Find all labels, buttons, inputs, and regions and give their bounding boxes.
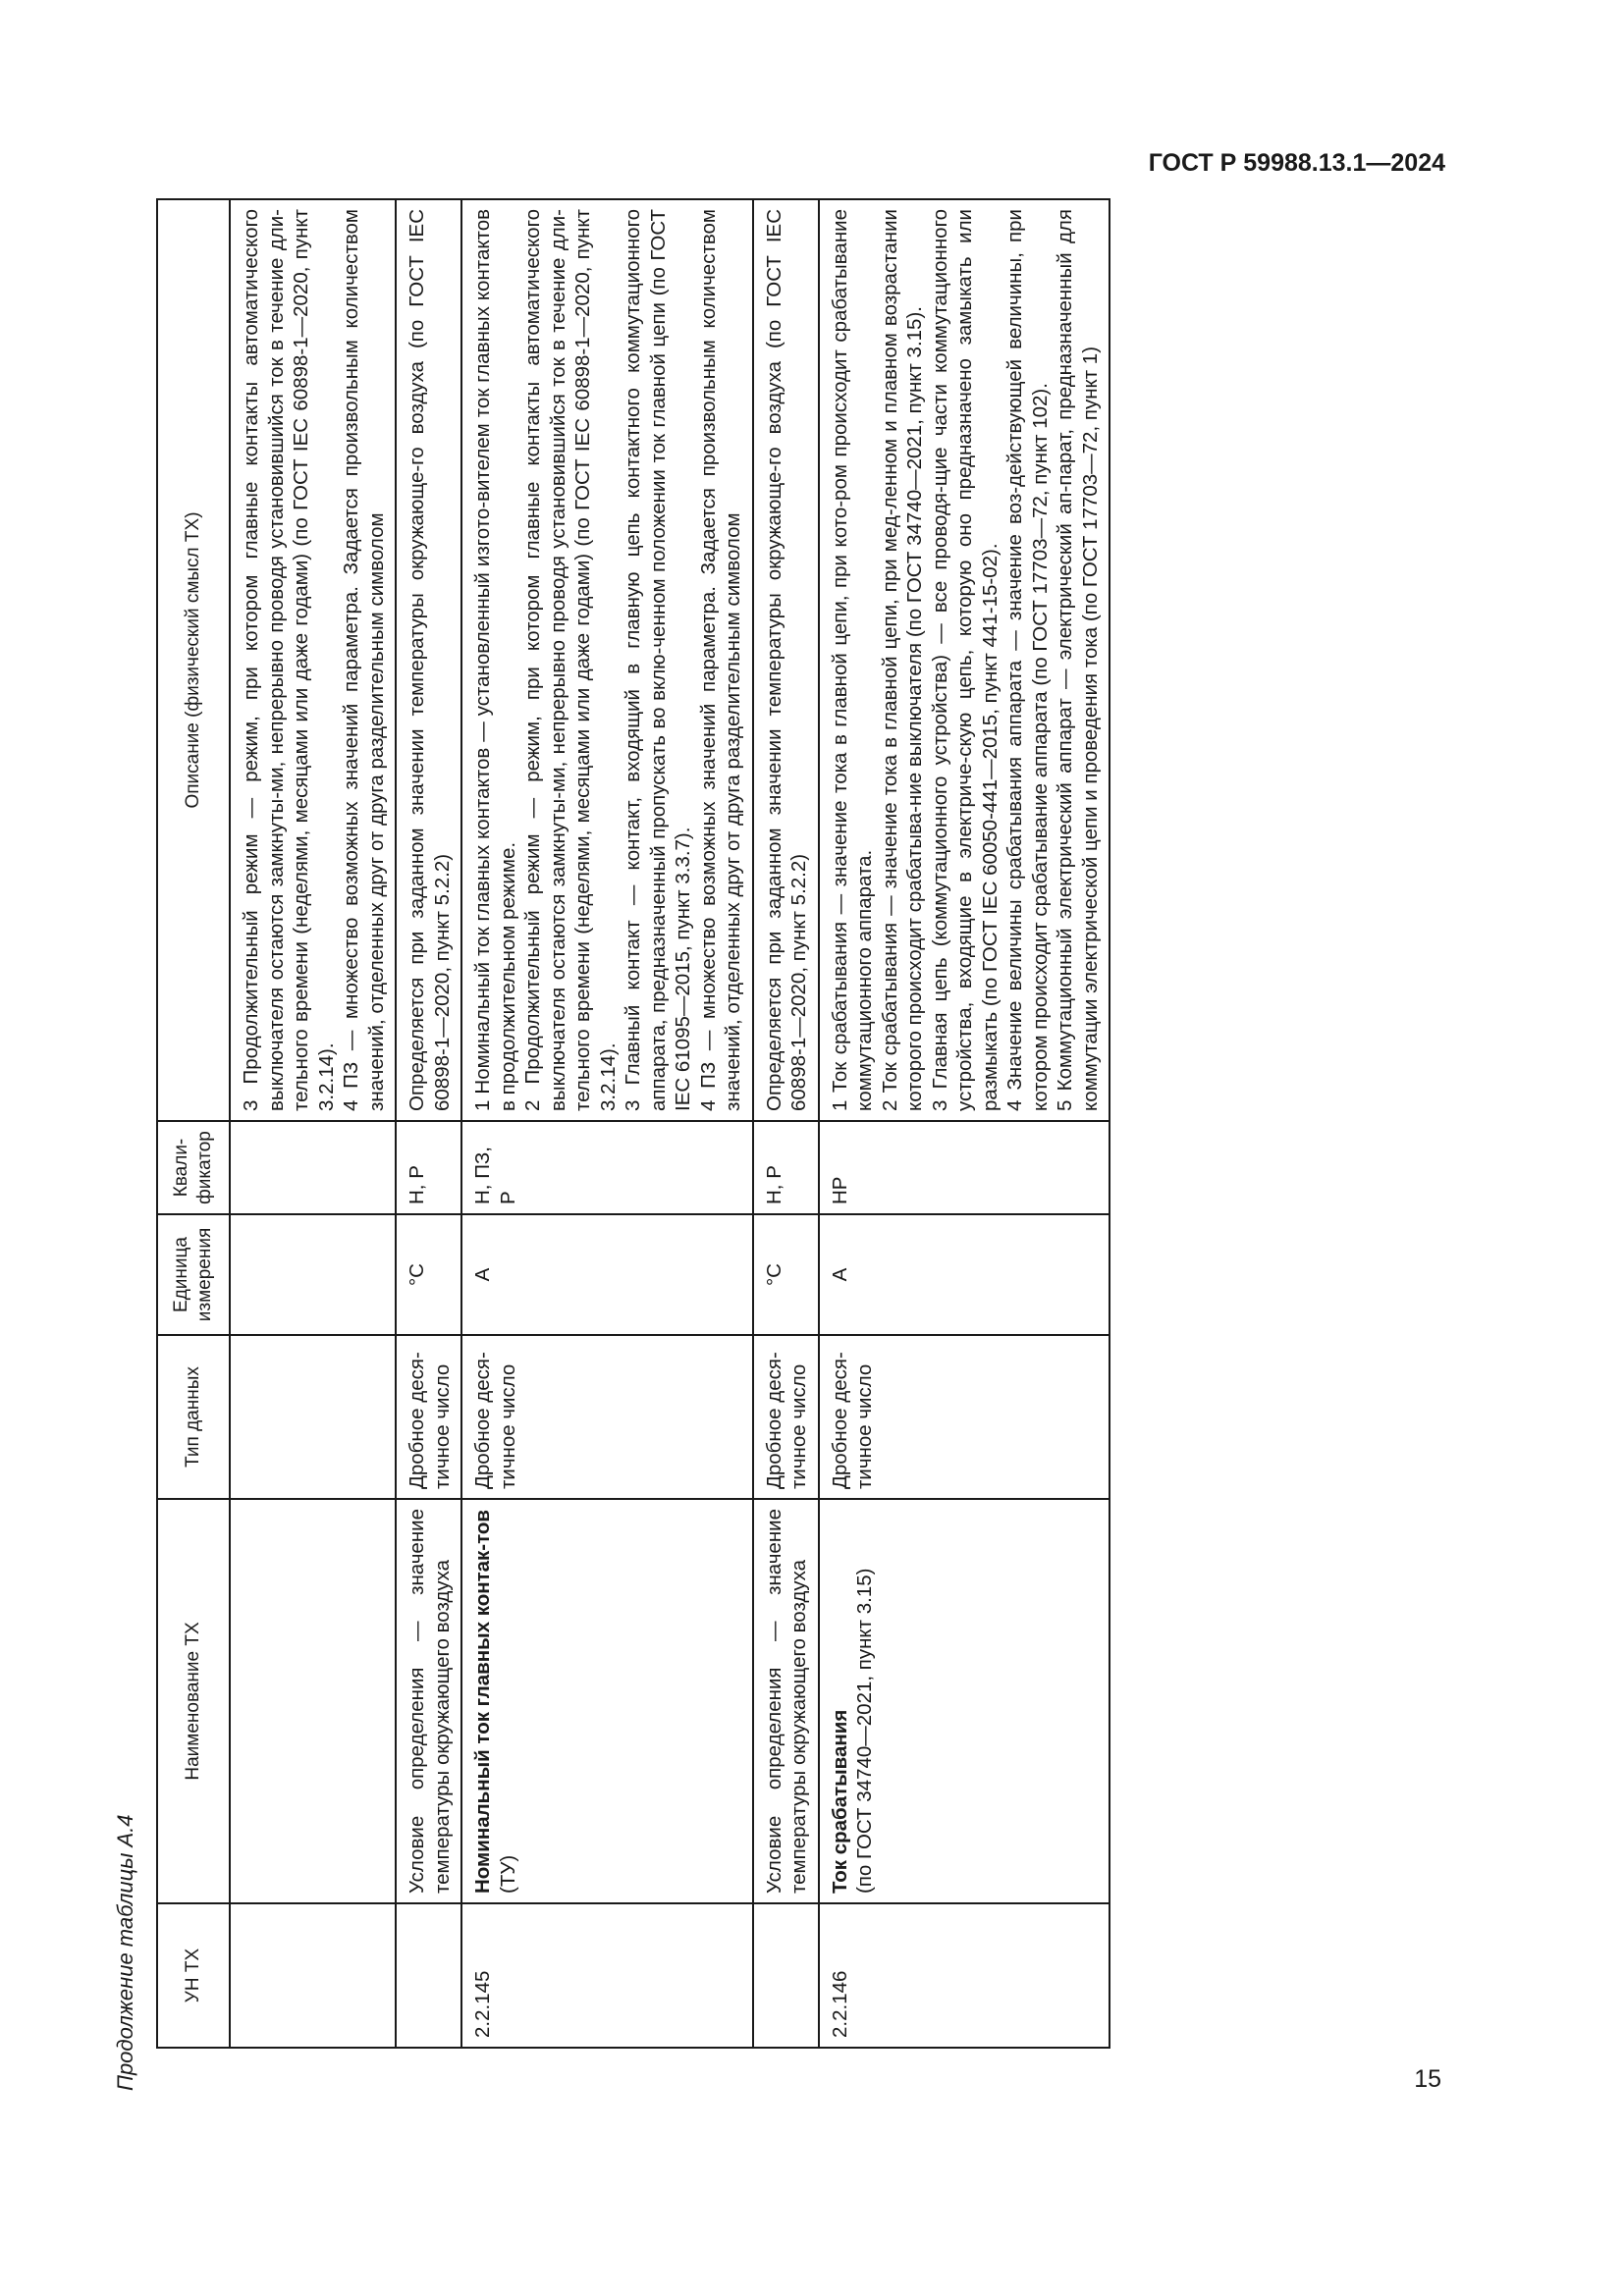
- page-number: 15: [1414, 2065, 1441, 2093]
- cell-type: Дробное деся-тичное число: [461, 1335, 753, 1499]
- cell-unit: А: [819, 1214, 1110, 1335]
- cell-name: [461, 1499, 753, 1903]
- column-header-id: УН ТХ: [157, 1903, 230, 2048]
- description-line: 4 ПЗ — множество возможных значений параметра. Задается произвольным количеством значений, отделенных друг от друга разделительным символом: [696, 209, 744, 1111]
- description-line: 3 Главная цепь (коммутационного устройства) — все проводя-щие части коммутационного устройства, входящие в электриче-скую цепь, которую оно предназначено замыкать или размыкать (по ГОСТ IEC 60050-441—2015, пункт 441-15-02).: [928, 209, 1001, 1111]
- name-text: Условие определения — значение температуры окружающего воздуха: [762, 1509, 810, 1894]
- cell-id: 2.2.145: [461, 1903, 753, 2048]
- cell-qualifier: Н, Р: [753, 1121, 819, 1214]
- description-line: 3 Продолжительный режим — режим, при котором главные контакты автоматического выключателя остаются замкнуты-ми, непрерывно проводя установившийся ток в течение дли-тельного времени (неделями, месяцами или даже годами) (по ГОСТ IEC 60898-1—2020, пункт 3.2.14).: [240, 209, 338, 1111]
- cell-unit: °C: [396, 1214, 461, 1335]
- name-bold: Номинальный ток главных контак-тов: [471, 1509, 494, 1894]
- description-line: 3 Главный контакт — контакт, входящий в главную цепь контактного коммутационного аппарата, предназначенный пропускать во вклю-ченном положении ток главной цепи (по ГОСТ IEC 61095—2015, пункт 3.3.7).: [622, 209, 694, 1111]
- cell-qualifier: Н, Р: [396, 1121, 461, 1214]
- description-line: 4 ПЗ — множество возможных значений параметра. Задается произвольным количеством значений, отделенных друг от друга разделительным символом: [340, 209, 388, 1111]
- characteristics-table: [156, 198, 1110, 2049]
- name-text: (по ГОСТ 34740—2021, пункт 3.15): [853, 1568, 876, 1894]
- document-code: ГОСТ Р 59988.13.1—2024: [1148, 149, 1445, 177]
- cell-qualifier: НР: [819, 1121, 1110, 1214]
- description-line: 4 Значение величины срабатывания аппарата — значение воз-действующей величины, при котором происходит срабатывание аппарата (по ГОСТ 17703—72, пункт 102).: [1003, 209, 1052, 1111]
- description-line: 5 Коммутационный электрический аппарат — электрический ап-парат, предназначенный для коммутации электрической цепи и проведения тока (по ГОСТ 17703—72, пункт 1): [1054, 209, 1102, 1111]
- cell-name: [230, 1499, 396, 1903]
- cell-name: [753, 1499, 819, 1903]
- column-header-unit: Единица измерения: [157, 1214, 230, 1335]
- table-row: [461, 199, 753, 2048]
- table-caption: Продолжение таблицы А.4: [113, 1814, 137, 2091]
- description-line: 1 Номинальный ток главных контактов — установленный изгото-вителем ток главных контактов в продолжительном режиме.: [471, 209, 519, 1111]
- cell-qualifier: Н, ПЗ, Р: [461, 1121, 753, 1214]
- column-header-description: Описание (физический смысл ТХ): [157, 199, 230, 1121]
- cell-type: Дробное деся-тичное число: [396, 1335, 461, 1499]
- table-row: [753, 199, 819, 2048]
- cell-id: 2.2.146: [819, 1903, 1110, 2048]
- cell-unit: °C: [753, 1214, 819, 1335]
- cell-description: [396, 199, 461, 1121]
- cell-qualifier: [230, 1121, 396, 1214]
- cell-description: [230, 199, 396, 1121]
- description-line: 2 Продолжительный режим — режим, при котором главные контакты автоматического выключателя остаются замкнуты-ми, непрерывно проводя установившийся ток в течение дли-тельного времени (неделями, месяцами или даже годами) (по ГОСТ IEC 60898-1—2020, пункт 3.2.14).: [521, 209, 620, 1111]
- cell-description: [753, 199, 819, 1121]
- description-line: Определяется при заданном значении температуры окружающе-го воздуха (по ГОСТ IEC 60898-1—2020, пункт 5.2.2): [762, 209, 810, 1111]
- cell-name: [396, 1499, 461, 1903]
- name-text: (ТУ): [496, 1854, 519, 1894]
- column-header-name: Наименование ТХ: [157, 1499, 230, 1903]
- column-header-type: Тип данных: [157, 1335, 230, 1499]
- description-line: 2 Ток срабатывания — значение тока в главной цепи, при мед-ленном и плавном возрастании которого происходит срабатыва-ние выключателя (по ГОСТ 34740—2021, пункт 3.15).: [878, 209, 926, 1111]
- cell-type: Дробное деся-тичное число: [819, 1335, 1110, 1499]
- cell-type: Дробное деся-тичное число: [753, 1335, 819, 1499]
- name-text: Условие определения — значение температуры окружающего воздуха: [406, 1509, 454, 1894]
- table-row: [396, 199, 461, 2048]
- cell-description: [461, 199, 753, 1121]
- cell-unit: [230, 1214, 396, 1335]
- cell-name: [819, 1499, 1110, 1903]
- table-row: [819, 199, 1110, 2048]
- table-header-row: [157, 199, 230, 2048]
- name-bold: Ток срабатывания: [828, 1709, 851, 1894]
- cell-description: [819, 199, 1110, 1121]
- cell-type: [230, 1335, 396, 1499]
- cell-id: [230, 1903, 396, 2048]
- description-line: Определяется при заданном значении температуры окружающе-го воздуха (по ГОСТ IEC 60898-1—2020, пункт 5.2.2): [406, 209, 454, 1111]
- description-line: 1 Ток срабатывания — значение тока в главной цепи, при кото-ром происходит срабатывание коммутационного аппарата.: [828, 209, 876, 1111]
- rotated-table-frame: [113, 157, 1448, 2091]
- table-row: [230, 199, 396, 2048]
- cell-unit: А: [461, 1214, 753, 1335]
- cell-id: [753, 1903, 819, 2048]
- column-header-qualifier: Квали-фикатор: [157, 1121, 230, 1214]
- cell-id: [396, 1903, 461, 2048]
